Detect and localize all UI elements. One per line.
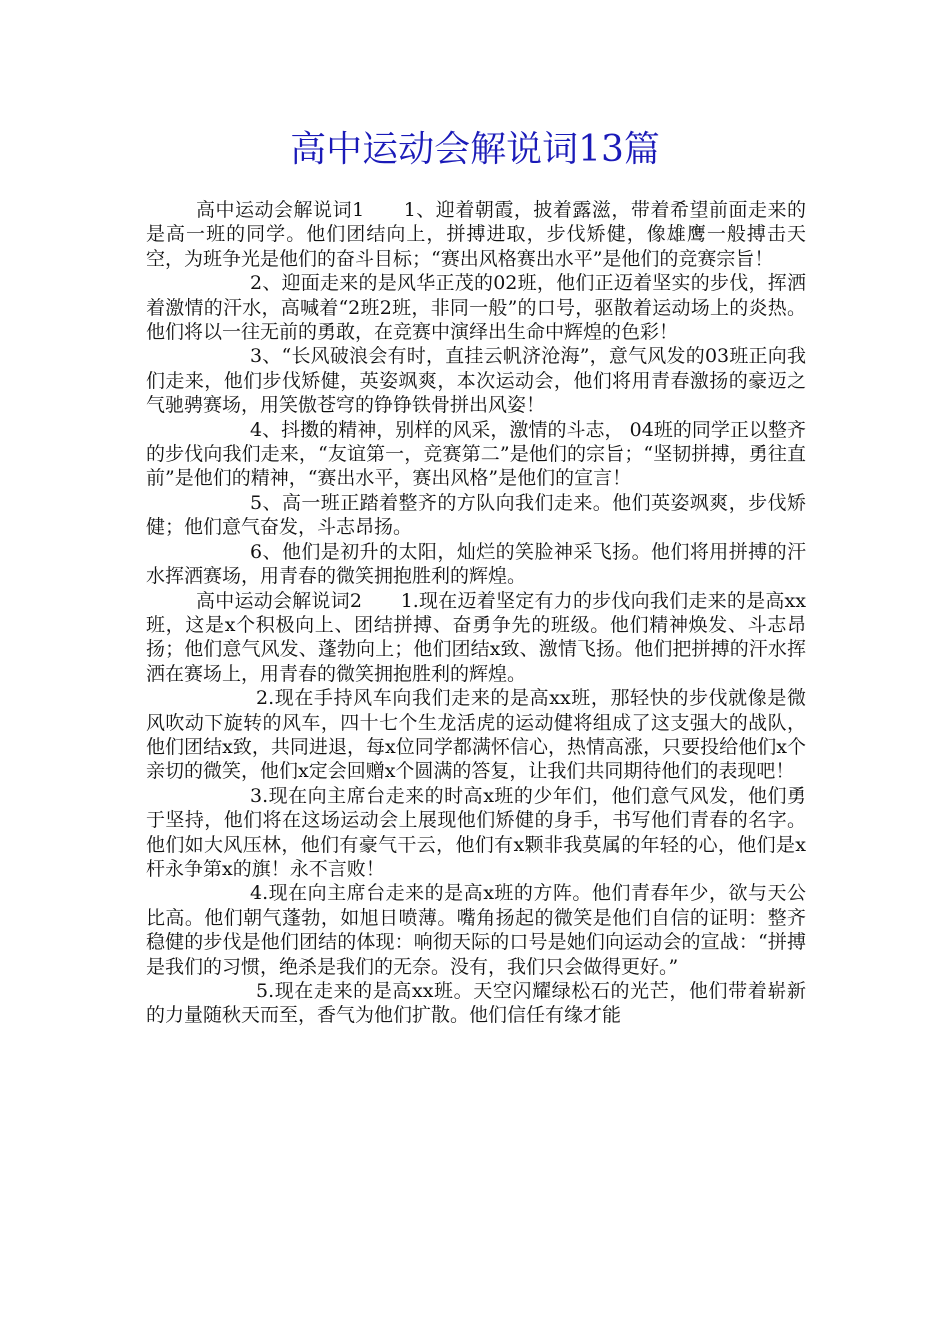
paragraph-3: 3、“长风破浪会有时，直挂云帆济沧海”，意气风发的03班正向我们走来，他们步伐矫健，英姿飒爽，本次运动会，他们将用青春激扬的豪迈之气驰骋赛场，用笑傲苍穹的铮铮铁骨拼出风姿！	[146, 345, 806, 417]
paragraph-4: 4、抖擞的精神，别样的风采，激情的斗志， 04班的同学正以整齐的步伐向我们走来，“友谊第一，竞赛第二”是他们的宗旨；“坚韧拼搏，勇往直前”是他们的精神，“赛出水平，赛出风格”是他们的宣言！	[146, 418, 806, 490]
paragraph-11: 5.现在走来的是高xx班。天空闪耀绿松石的光芒，他们带着崭新的力量随秋天而至，香气为他们扩散。他们信任有缘才能	[146, 980, 806, 1027]
paragraph-1: 高中运动会解说词1 1、迎着朝霞，披着露滋，带着希望前面走来的是高一班的同学。他们团结向上，拼搏进取，步伐矫健，像雄鹰一般搏击天空，为班争光是他们的奋斗目标；“赛出风格赛出水平”是他们的竞赛宗旨！	[146, 199, 806, 270]
paragraph-2: 2、迎面走来的是风华正茂的02班，他们正迈着坚实的步伐，挥洒着激情的汗水，高喊着“2班2班，非同一般”的口号，驱散着运动场上的炎热。他们将以一往无前的勇敢，在竞赛中演绎出生命中辉煌的色彩！	[146, 272, 806, 344]
paragraph-6: 6、他们是初升的太阳，灿烂的笑脸神采飞扬。他们将用拼搏的汗水挥洒赛场，用青春的微笑拥抱胜利的辉煌。	[146, 540, 806, 588]
paragraph-9: 3.现在向主席台走来的时高x班的少年们，他们意气风发，他们勇于坚持，他们将在这场运动会上展现他们矫健的身手，书写他们青春的名字。他们如大风压林，他们有豪气干云，他们有x颗非我莫属的年轻的心，他们是x杆永争第x的旗！永不言败！	[146, 784, 806, 880]
paragraph-5: 5、高一班正踏着整齐的方队向我们走来。他们英姿飒爽，步伐矫健；他们意气奋发，斗志昂扬。	[146, 491, 806, 539]
paragraph-7: 高中运动会解说词2 1.现在迈着坚定有力的步伐向我们走来的是高xx班，这是x个积极向上、团结拼搏、奋勇争先的班级。他们精神焕发、斗志昂扬；他们意气风发、蓬勃向上；他们团结x致、激情飞扬。他们把拼搏的汗水挥洒在赛场上，用青春的微笑拥抱胜利的辉煌。	[146, 589, 806, 685]
paragraph-8: 2.现在手持风车向我们走来的是高xx班，那轻快的步伐就像是微风吹动下旋转的风车，四十七个生龙活虎的运动健将组成了这支强大的战队，他们团结x致，共同进退，每x位同学都满怀信心，热情高涨，只要投给他们x个亲切的微笑，他们x定会回赠x个圆满的答复，让我们共同期待他们的表现吧！	[146, 687, 806, 783]
paragraph-10: 4.现在向主席台走来的是高x班的方阵。他们青春年少，欲与天公比高。他们朝气蓬勃，如旭日喷薄。嘴角扬起的微笑是他们自信的证明：整齐稳健的步伐是他们团结的体现：响彻天际的口号是她们向运动会的宣战：“拼搏是我们的习惯，绝杀是我们的无奈。没有，我们只会做得更好。”	[146, 882, 806, 978]
document-body	[146, 198, 806, 1028]
document-title: 高中运动会解说词13篇	[290, 129, 660, 170]
